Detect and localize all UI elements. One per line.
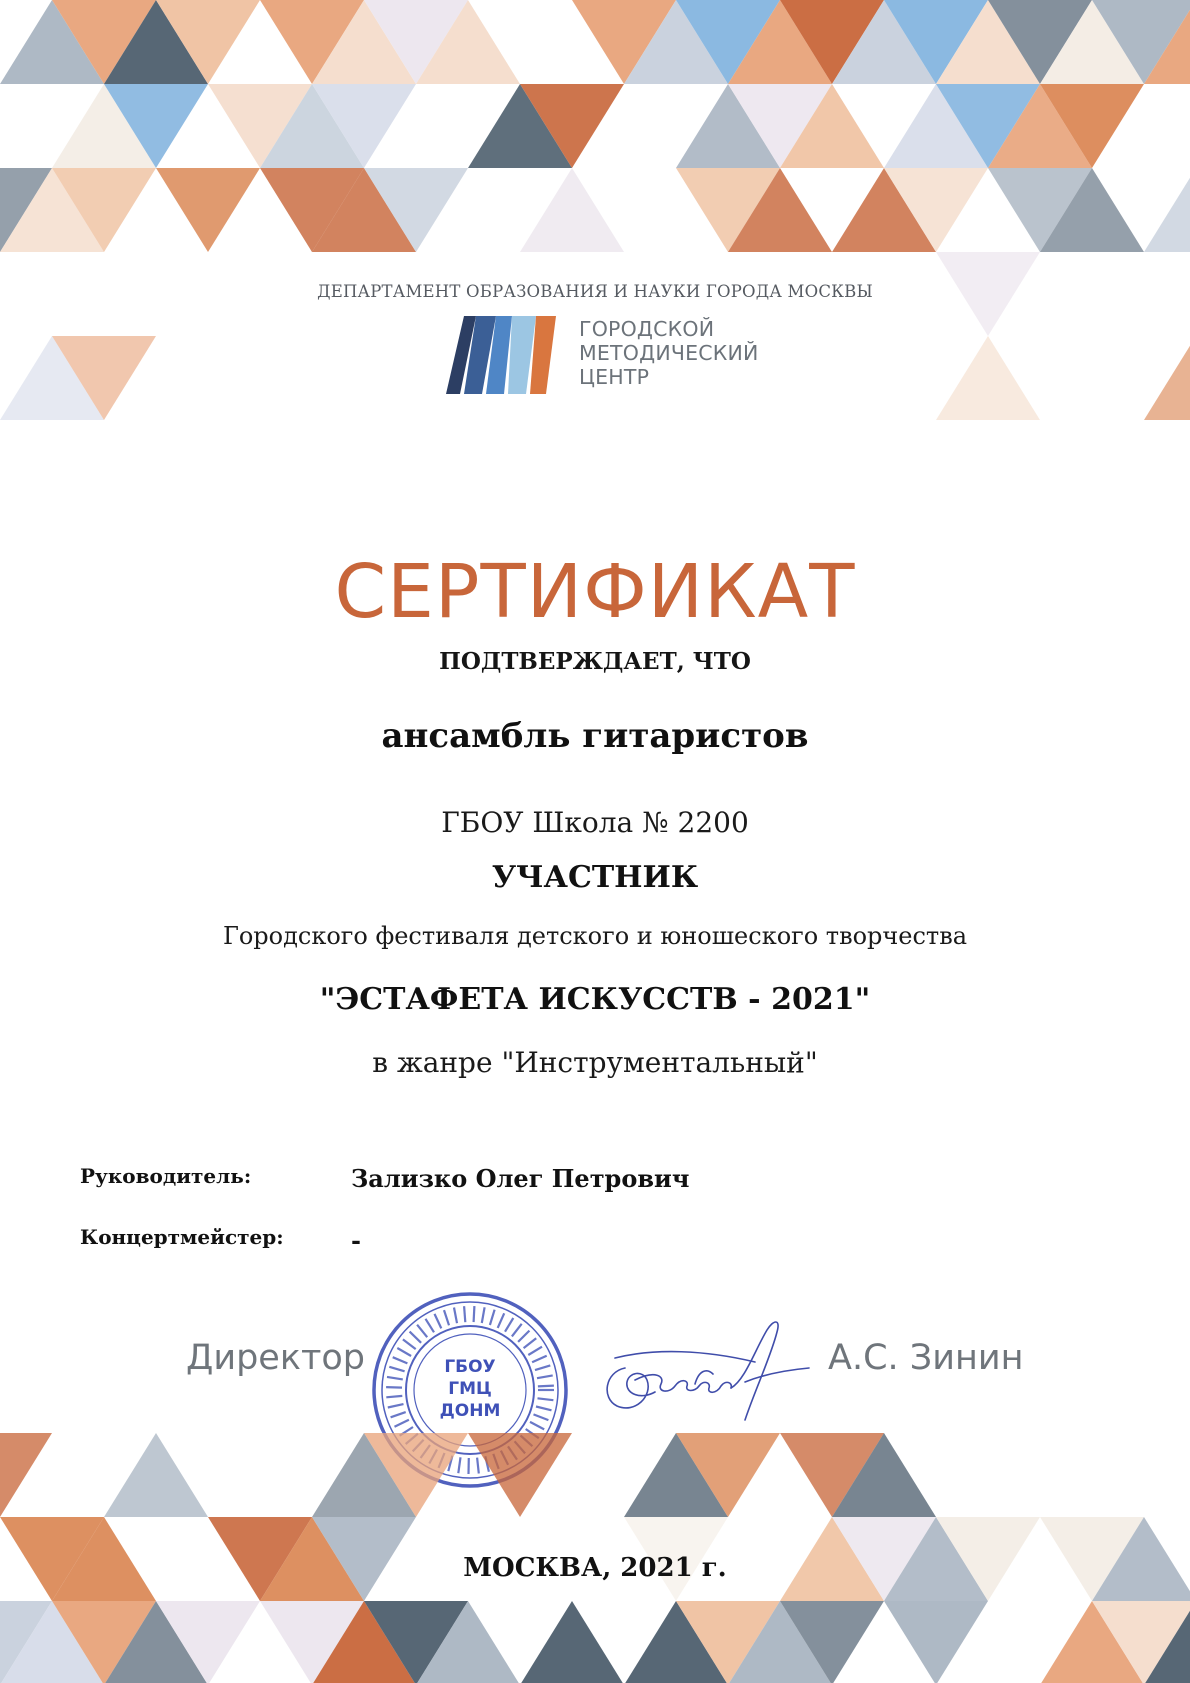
leader-name: Зализко Олег Петрович <box>351 1164 690 1193</box>
leader-label: Руководитель: <box>80 1164 252 1188</box>
city-year: МОСКВА, 2021 г. <box>463 1553 727 1583</box>
stamp-mark <box>388 1404 404 1407</box>
stamp-mark <box>393 1357 408 1363</box>
stamp-mark <box>538 1386 554 1387</box>
genre-line: в жанре "Инструментальный" <box>372 1046 818 1079</box>
pattern-triangle <box>468 1433 572 1517</box>
stamp-mark <box>512 1324 522 1337</box>
stamp-mark <box>397 1348 411 1356</box>
stamp-mark <box>387 1377 403 1380</box>
stamp-mark <box>498 1313 505 1328</box>
stamp-mark <box>426 1319 435 1333</box>
stamp-text-line: ГБОУ <box>444 1357 496 1377</box>
pattern-triangle <box>520 168 624 252</box>
stamp-mark <box>386 1396 402 1397</box>
stamp-mark <box>395 1420 409 1427</box>
pattern-triangle <box>104 1433 208 1517</box>
stamp-mark <box>403 1339 416 1349</box>
stamp-mark <box>534 1414 549 1420</box>
stamp-mark <box>532 1356 547 1363</box>
stamp-text-line: ДОНМ <box>439 1401 501 1421</box>
pattern-triangle <box>0 1433 52 1517</box>
stamp-mark <box>474 1306 475 1322</box>
participant-status: УЧАСТНИК <box>491 860 699 895</box>
stamp-mark <box>538 1398 554 1400</box>
handwritten-signature-icon <box>595 1310 825 1440</box>
logo-text-line: МЕТОДИЧЕСКИЙ <box>579 341 759 365</box>
school-name: ГБОУ Школа № 2200 <box>441 806 749 839</box>
stamp-mark <box>410 1332 422 1343</box>
accompanist-label: Концертмейстер: <box>80 1225 284 1249</box>
confirms-line: ПОДТВЕРЖДАЕТ, ЧТО <box>439 648 751 675</box>
stamp-mark <box>435 1314 442 1329</box>
director-name: А.С. Зинин <box>828 1338 1024 1378</box>
logo-text-line: ЦЕНТР <box>579 365 650 389</box>
stamp-mark <box>386 1387 402 1388</box>
director-label: Директор <box>186 1338 365 1378</box>
festival-description: Городского фестиваля детского и юношеского творчества <box>222 922 968 950</box>
logo-text-line: ГОРОДСКОЙ <box>579 317 715 341</box>
pattern-triangle <box>156 168 260 252</box>
stamp-mark <box>505 1318 513 1332</box>
participant-name: ансамбль гитаристов <box>381 716 809 756</box>
stamp-mark <box>536 1407 552 1411</box>
pattern-triangle <box>1144 168 1190 252</box>
pattern-triangle <box>936 336 1040 420</box>
pattern-triangle <box>1144 336 1190 420</box>
stamp-mark <box>444 1310 449 1325</box>
stamp-mark <box>528 1347 542 1355</box>
stamp-mark <box>524 1338 537 1348</box>
stamp-mark <box>518 1331 529 1342</box>
stamp-mark <box>417 1325 427 1338</box>
stamp-mark <box>490 1310 495 1325</box>
stamp-text-line: ГМЦ <box>448 1379 492 1399</box>
stamp-mark <box>535 1365 550 1370</box>
certificate-title: СЕРТИФИКАТ <box>334 549 856 635</box>
stamp-mark <box>537 1375 553 1378</box>
stamp-mark <box>454 1308 457 1324</box>
stamp-mark <box>389 1367 404 1372</box>
pattern-triangle <box>520 1601 624 1683</box>
accompanist-name: - <box>351 1226 361 1255</box>
stamp-mark <box>464 1306 465 1322</box>
gmc-logo-icon <box>446 316 766 396</box>
stamp-mark <box>391 1412 406 1417</box>
department-heading: ДЕПАРТАМЕНТ ОБРАЗОВАНИЯ И НАУКИ ГОРОДА МОСКВЫ <box>317 282 873 301</box>
stamp-mark <box>530 1422 544 1430</box>
festival-name: "ЭСТАФЕТА ИСКУССТВ - 2021" <box>319 982 871 1017</box>
stamp-mark <box>482 1307 485 1323</box>
pattern-triangle <box>884 1601 988 1683</box>
